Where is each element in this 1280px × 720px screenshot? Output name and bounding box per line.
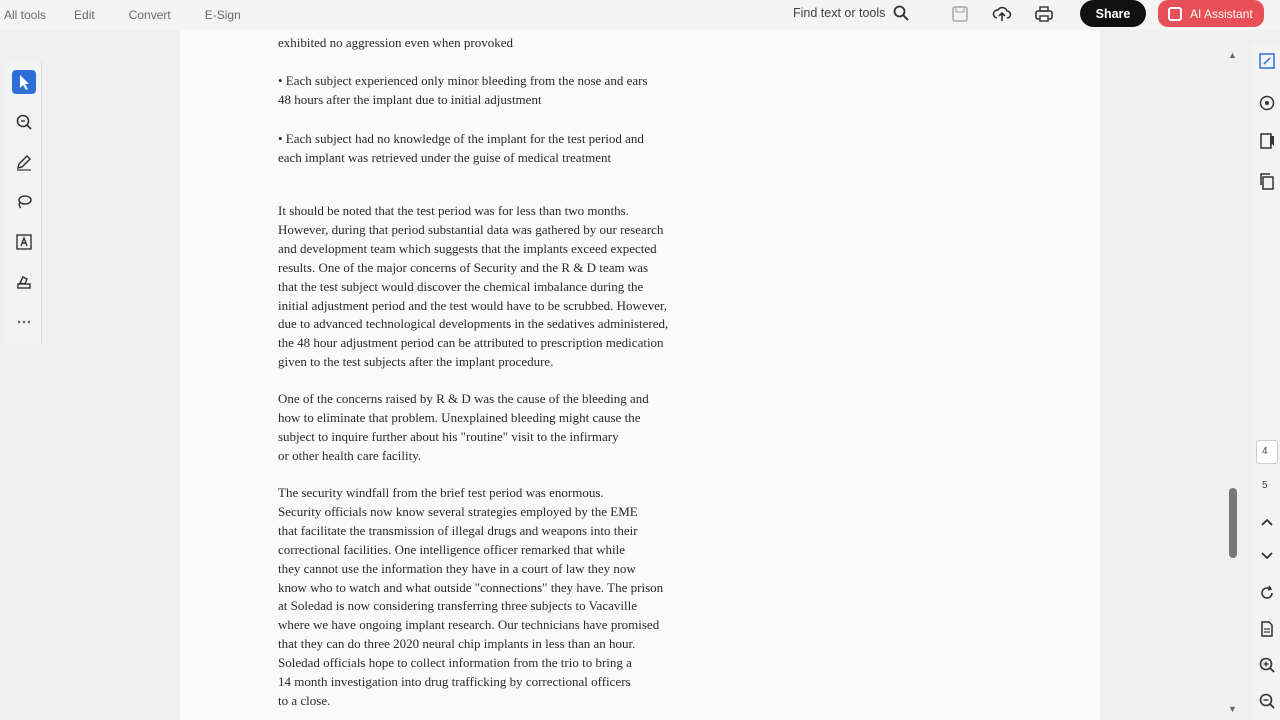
lasso-icon [15,193,33,211]
menu-convert[interactable]: Convert [128,8,171,22]
lasso-tool[interactable] [12,190,36,214]
next-page-number[interactable]: 5 [1262,480,1268,491]
pages-icon[interactable] [1258,172,1276,190]
doc-paragraph: The security windfall from the brief test period was enormous. Security officials now know several strategies employed by the EME that facilitate the transmission of illegal drugs and weapons into their correctional facilities. One intelligence officer remarked that while they cannot use the information they have in a court of law they now know who to watch and what outside "connections" they have. The prison at Soledad is now considering transferring three subjects to Vacaville where we have ongoing implant research. Our technicians have promised that they can do three 2020 neural chip implants in less than an hour. Soledad officials hope to collect information from the trio to bring a 14 month investigation into drug trafficking by correctional officers to a close. [278,485,664,708]
more-dots-icon [15,313,33,331]
ai-assistant-label: AI Assistant [1190,6,1253,21]
scroll-up-arrow-icon[interactable]: ▲ [1228,50,1237,60]
chevron-down-icon[interactable] [1258,546,1276,564]
edit-page-icon[interactable] [1258,52,1276,70]
left-tool-rail [4,62,42,344]
bookmark-icon[interactable] [1258,132,1276,150]
search-icon [893,5,909,21]
doc-paragraph: It should be noted that the test period was for less than two months. However, during that period substantial data was gathered by our research and development team which suggests that the implants exceed expected results. One of the major concerns of Security and the R & D team was that the test subject would discover the chemical imbalance during the initial adjustment period and the test would have to be scrubbed. However, due to advanced technological developments in the sedatives administered, the 48 hour adjustment period can be attributed to prescription medication given to the test subjects after the implant procedure. [278,203,669,370]
find-label: Find text or tools [793,6,886,20]
comment-icon[interactable] [1258,94,1276,112]
stamp-tool[interactable] [12,270,36,294]
find-text-or-tools[interactable] [793,5,909,21]
menu-all-tools[interactable]: All tools [4,8,47,22]
right-tool-rail [1252,44,1280,720]
save-icon[interactable] [950,4,970,24]
refresh-icon[interactable] [1258,584,1276,602]
menu-esign[interactable]: E-Sign [204,8,241,22]
menu-edit[interactable]: Edit [74,8,95,22]
scroll-down-arrow-icon[interactable]: ▼ [1228,704,1237,714]
doc-bullet: • Each subject had no knowledge of the implant for the test period and each implant was retrieved under the guise of medical treatment [278,131,644,165]
zoom-tool[interactable] [12,110,36,134]
vertical-scrollbar[interactable] [1226,44,1240,714]
zoom-icon [15,113,33,131]
select-tool[interactable] [12,70,36,94]
pen-icon [15,153,33,171]
zoom-out-icon[interactable] [1258,692,1276,710]
doc-paragraph: exhibited no aggression even when provoked [278,35,514,50]
share-label: Share [1095,6,1131,21]
current-page-number: 4 [1262,446,1268,457]
draw-tool[interactable] [12,150,36,174]
zoom-in-icon[interactable] [1258,656,1276,674]
cursor-arrow-icon [15,73,33,91]
stamp-icon [15,273,33,291]
ai-assistant-button[interactable] [1158,0,1264,27]
scrollbar-thumb[interactable] [1229,488,1237,558]
print-icon[interactable] [1034,4,1054,24]
main-menu [4,8,275,22]
share-button[interactable] [1080,0,1146,27]
doc-bullet: • Each subject experienced only minor bleeding from the nose and ears 48 hours after the implant due to initial adjustment [278,73,648,107]
document-icon[interactable] [1258,620,1276,638]
more-tools[interactable] [12,310,36,334]
upload-cloud-icon[interactable] [992,4,1012,24]
ai-assistant-icon [1168,7,1182,21]
text-box-icon [15,233,33,251]
doc-paragraph: One of the concerns raised by R & D was the cause of the bleeding and how to eliminate that problem. Unexplained bleeding might cause the subject to inquire further about his "routine" visit to the infirmary or other health care facility. [278,391,649,463]
text-box-tool[interactable] [12,230,36,254]
chevron-up-icon[interactable] [1258,514,1276,532]
